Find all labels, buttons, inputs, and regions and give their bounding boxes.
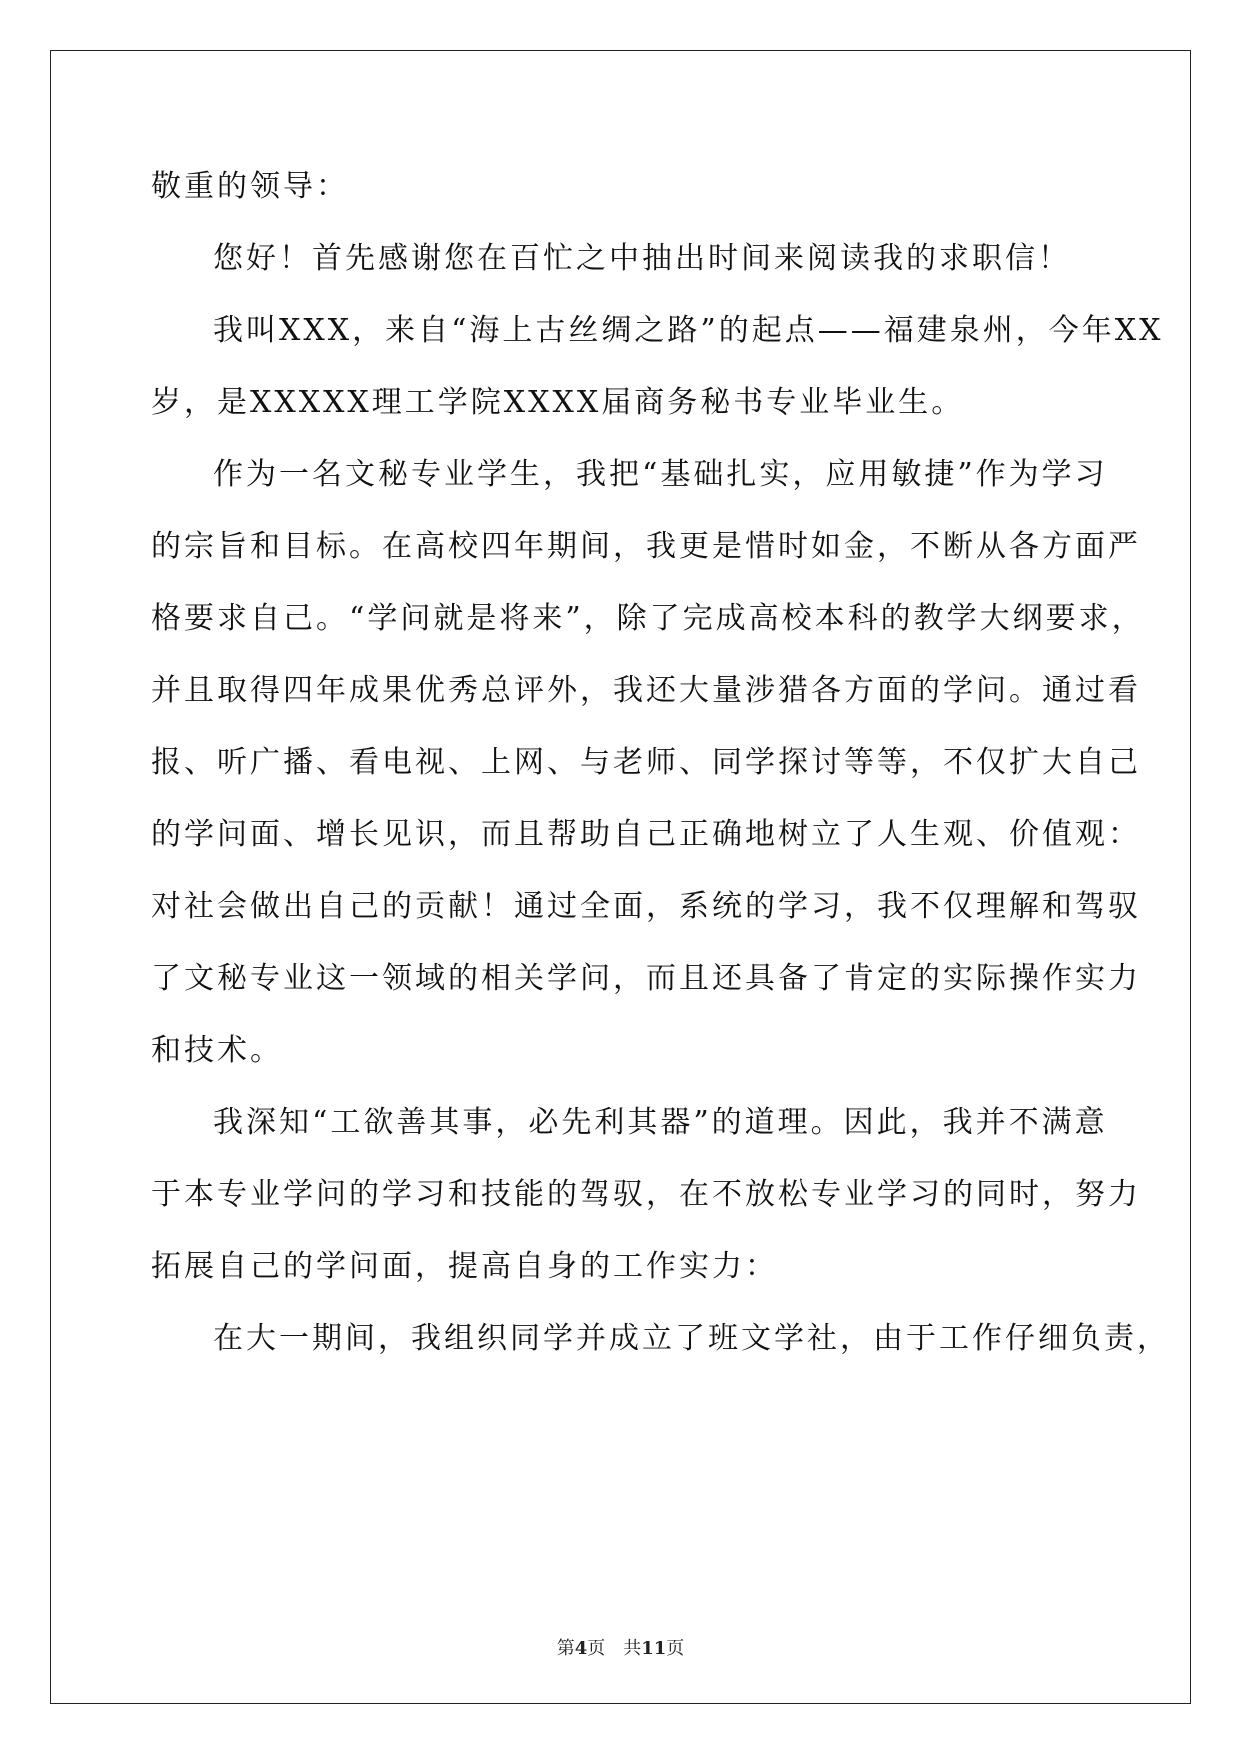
current-page-number: 4 xyxy=(574,1638,588,1659)
paragraph-line: 我叫XXX，来自“海上古丝绸之路”的起点——福建泉州，今年XX xyxy=(213,313,1164,348)
paragraph-line: 我深知“工欲善其事，必先利其器”的道理。因此，我并不满意 xyxy=(213,1105,1108,1140)
page-number-prefix: 第 xyxy=(556,1638,575,1659)
salutation: 敬重的领导： xyxy=(151,169,349,204)
paragraph-line: 对社会做出自己的贡献！通过全面，系统的学习，我不仅理解和驾驭 xyxy=(151,889,1141,924)
paragraph-line: 和技术。 xyxy=(151,1033,283,1068)
page-number-suffix: 页 xyxy=(587,1638,606,1659)
paragraph-line: 的学问面、增长见识，而且帮助自己正确地树立了人生观、价值观： xyxy=(151,817,1141,852)
total-pages-number: 11 xyxy=(641,1638,667,1659)
paragraph-line: 的宗旨和目标。在高校四年期间，我更是惜时如金，不断从各方面严 xyxy=(151,529,1141,564)
paragraph-line: 了文秘专业这一领域的相关学问，而且还具备了肯定的实际操作实力 xyxy=(151,961,1141,996)
paragraph-line: 报、听广播、看电视、上网、与老师、同学探讨等等，不仅扩大自己 xyxy=(151,745,1141,780)
total-pages-suffix: 页 xyxy=(666,1638,685,1659)
page-footer xyxy=(0,1637,1241,1661)
paragraph-line: 您好！首先感谢您在百忙之中抽出时间来阅读我的求职信！ xyxy=(213,241,1071,276)
paragraph-line: 于本专业学问的学习和技能的驾驭，在不放松专业学习的同时，努力 xyxy=(151,1177,1141,1212)
paragraph-line: 拓展自己的学问面，提高自身的工作实力： xyxy=(151,1249,778,1284)
paragraph-line: 并且取得四年成果优秀总评外，我还大量涉猎各方面的学问。通过看 xyxy=(151,673,1141,708)
total-pages-prefix: 共 xyxy=(623,1638,642,1659)
paragraph-line: 格要求自己。“学问就是将来”，除了完成高校本科的教学大纲要求， xyxy=(151,601,1145,636)
page-border xyxy=(50,50,1191,1704)
paragraph-line: 岁，是XXXXX理工学院XXXX届商务秘书专业毕业生。 xyxy=(151,385,965,420)
paragraph-line: 在大一期间，我组织同学并成立了班文学社，由于工作仔细负责， xyxy=(213,1321,1170,1356)
paragraph-line: 作为一名文秘专业学生，我把“基础扎实，应用敏捷”作为学习 xyxy=(213,457,1108,492)
